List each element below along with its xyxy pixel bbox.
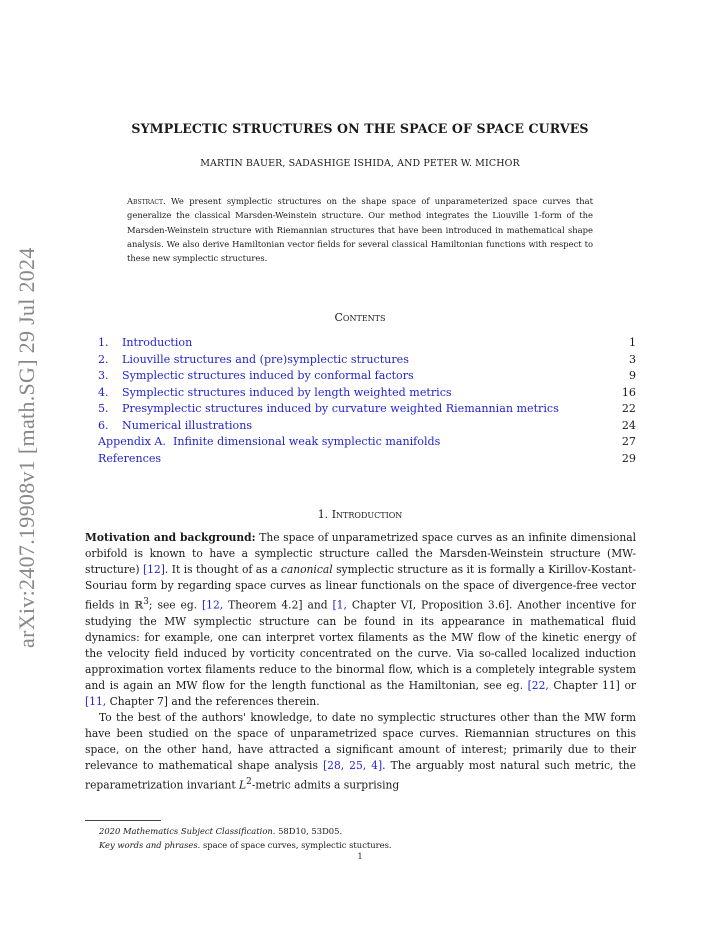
toc-entry-conformal-factors[interactable] [98,368,636,385]
toc-number: 5. [98,402,109,415]
text-run: Theorem 4.2] and [223,598,333,612]
toc-number: 4. [98,385,109,399]
toc-title: Symplectic structures induced by length weighted metrics [122,385,452,399]
toc-link[interactable] [98,386,452,399]
toc-page-number: 29 [621,451,636,465]
footnote-divider [85,820,161,821]
text-run: . The arguably most natural such metric, the reparametrization invariant [85,758,636,792]
footnotes [85,824,636,852]
toc-entry-references[interactable] [98,451,636,468]
toc-title: Infinite dimensional weak symplectic manifolds [172,435,441,448]
toc-title: Presymplectic structures induced by curvature weighted Riemannian metrics [122,402,559,415]
text-run: Chapter VI, Proposition 3.6]. Another incentive for studying the MW symplectic structure can be found in its appearance in mathematical fluid dynamics: for example, one can interpret vortex filaments as the MW flow of the kinetic energy of the velocity field induced by vorticity concentrated on the curve. Via so-called localized induction approximation vortex filaments reduce to the binormal flow, which is a completely integrable system and is again an MW flow for the length functional as the Hamiltonian, see eg. [85,598,636,692]
toc-page-number: 27 [621,435,636,448]
abstract [127,194,593,265]
toc-title: Numerical illustrations [122,418,253,432]
text-run: . It is thought of as a [164,563,281,576]
toc-page-number: 16 [621,385,636,399]
toc-page-number: 9 [628,369,636,382]
table-of-contents [98,335,636,467]
toc-number: 3. [98,369,109,382]
section-number: 1. [317,508,329,521]
abstract-text: We present symplectic structures on the shape space of unparameterized space curves that generalize the classical Marsden-Weinstein structure. Our method integrates the Liouville 1-form of the Marsden-Weinstein structure with Riemannian structures that have been introduced in mathematical shape analysis. We also derive Hamiltonian vector fields for several classical Hamiltonian functions with respect to these new symplectic structures. [127,196,593,264]
math-symbol: L [239,778,247,792]
toc-link[interactable] [98,369,414,382]
paper-authors: MARTIN BAUER, SADASHIGE ISHIDA, AND PETER W. MICHOR [200,158,520,169]
toc-number: Appendix A. [98,435,166,448]
toc-entry-numerical-illustrations[interactable] [98,418,636,435]
toc-link[interactable] [98,353,409,366]
emphasis-text: canonical [280,563,333,576]
toc-title: Introduction [122,336,193,349]
toc-link[interactable] [98,452,161,465]
toc-number: 2. [98,352,109,366]
toc-entry-introduction[interactable] [98,335,636,352]
toc-title: Symplectic structures induced by conformal factors [122,369,414,382]
footnote-keywords [85,838,636,852]
toc-link[interactable] [98,435,440,448]
citation-link[interactable]: [12] [142,563,165,576]
paragraph-prior-work [85,710,636,794]
paragraph-motivation [85,530,636,710]
arxiv-identifier-text: arXiv:2407.19908v1 [math.SG] 29 Jul 2024 [14,247,39,648]
citation-link[interactable]: [11, [85,694,107,708]
page-number: 1 [357,851,363,861]
toc-page-number: 24 [621,418,636,432]
toc-number: 6. [98,418,109,432]
section-heading [0,508,720,521]
contents-heading: Contents [334,311,386,324]
text-run: To the best of the authors' knowledge, to date no symplectic structures other than the MW form have been studied on the space of unparametrized space curves. Riemannian structures on this space, on the other hand, have attracted a significant amount of interest; primarily due to their relevance to mathematical shape analysis [85,710,636,772]
text-run: -metric admits a surprising [251,778,400,792]
toc-page-number: 1 [628,336,636,349]
citation-link[interactable]: [12, [202,598,224,612]
text-run: Chapter 11] or [548,678,636,692]
footnote-msc [85,824,636,838]
toc-title: References [98,451,162,465]
footnote-label: 2020 Mathematics Subject Classification. [99,826,276,836]
superscript: 2 [246,776,252,787]
arxiv-identifier-stamp [14,247,39,649]
paper-title: SYMPLECTIC STRUCTURES ON THE SPACE OF SPACE CURVES [131,121,589,136]
toc-entry-liouville-structures[interactable] [98,352,636,369]
toc-entry-length-weighted-metrics[interactable] [98,385,636,402]
text-run: Chapter 7] and the references therein. [106,694,320,708]
text-run: symplectic structure as it is formally a Kirillov-Kostant-Souriau form by regarding space curves as linear functionals on the space of divergence-free vector fields in ℝ [85,563,636,612]
footnote-value: space of space curves, symplectic stuctures. [200,840,392,850]
superscript: 3 [143,597,149,607]
text-run: ; see eg. [148,598,203,612]
body-text [85,530,636,793]
toc-link[interactable] [98,402,559,415]
toc-page-number: 22 [621,402,636,415]
toc-title: Liouville structures and (pre)symplectic structures [122,352,409,366]
abstract-label: Abstract. [127,196,166,206]
citation-link[interactable]: [1, [332,598,347,612]
section-title: Introduction [331,508,403,521]
toc-entry-curvature-weighted-metrics[interactable] [98,401,636,418]
footnote-value: 58D10, 53D05. [275,826,343,836]
citation-link[interactable]: [22, [527,678,549,692]
toc-entry-appendix-a[interactable] [98,434,636,451]
footnote-label: Key words and phrases. [99,840,201,850]
text-run: The space of unparametrized space curves as an infinite dimensional orbifold is known to have a symplectic structure called the Marsden-Weinstein structure (MW-structure) [85,531,636,576]
toc-link[interactable] [98,419,252,432]
toc-number: 1. [98,336,109,349]
paragraph-heading: Motivation and background: [85,531,256,544]
toc-page-number: 3 [628,352,636,366]
citation-link[interactable]: [28, 25, 4] [322,758,383,772]
toc-link[interactable] [98,336,192,349]
